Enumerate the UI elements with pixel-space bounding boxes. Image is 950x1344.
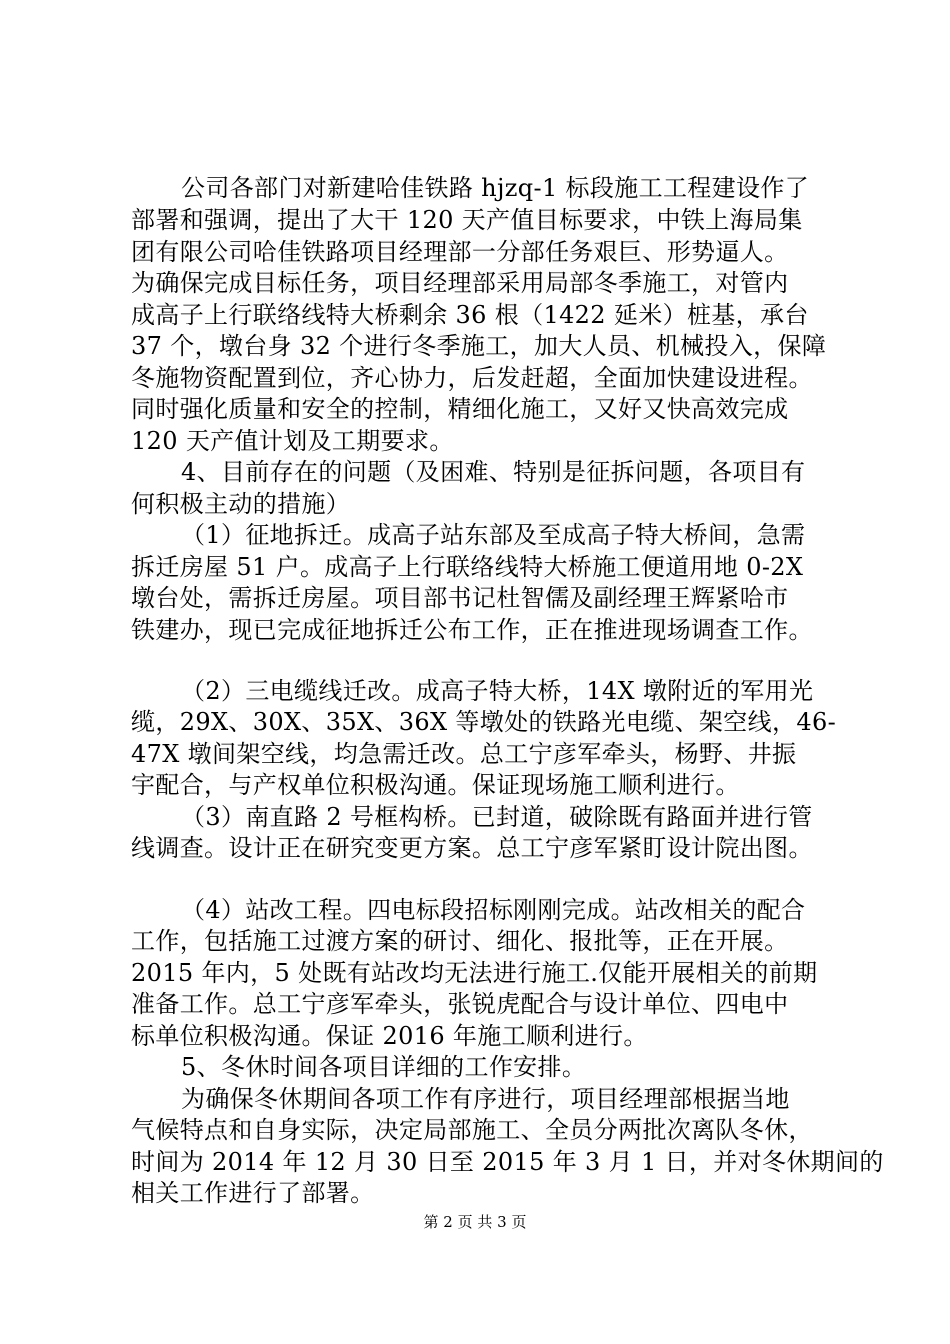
text-line: （2）三电缆线迁改。成高子特大桥，14X 墩附近的军用光	[181, 677, 814, 705]
text-line: 47X 墩间架空线，均急需迁改。总工宁彦军牵头，杨野、井振	[131, 740, 797, 768]
text-line: 2015 年内，5 处既有站改均无法进行施工.仅能开展相关的前期	[131, 959, 818, 987]
text-line: （1）征地拆迁。成高子站东部及至成高子特大桥间，急需	[181, 521, 806, 549]
text-line: 墩台处，需拆迁房屋。项目部书记杜智儒及副经理王辉紧哈市	[131, 584, 789, 612]
page-footer: 第 2 页 共 3 页	[423, 1213, 527, 1231]
text-line: 相关工作进行了部署。	[131, 1179, 375, 1207]
text-line: 4、目前存在的问题（及困难、特别是征拆问题，各项目有	[181, 458, 806, 486]
text-line: 冬施物资配置到位，齐心协力，后发赶超，全面加快建设进程。	[131, 364, 813, 392]
text-line: 宇配合，与产权单位积极沟通。保证现场施工顺利进行。	[131, 771, 740, 799]
text-line: 部署和强调，提出了大干 120 天产值目标要求，中铁上海局集	[131, 206, 803, 234]
text-line: 为确保冬休期间各项工作有序进行，项目经理部根据当地	[181, 1085, 790, 1113]
text-line: 37 个，墩台身 32 个进行冬季施工，加大人员、机械投入，保障	[131, 332, 827, 360]
text-line: （4）站改工程。四电标段招标刚刚完成。站改相关的配合	[181, 896, 806, 924]
text-line: 公司各部门对新建哈佳铁路 hjzq-1 标段施工工程建设作了	[181, 174, 810, 202]
text-line: 缆，29X、30X、35X、36X 等墩处的铁路光电缆、架空线，46-	[131, 708, 837, 736]
text-line: 为确保完成目标任务，项目经理部采用局部冬季施工，对管内	[131, 269, 789, 297]
text-line: 拆迁房屋 51 户。成高子上行联络线特大桥施工便道用地 0-2X	[131, 553, 804, 581]
text-line: 同时强化质量和安全的控制，精细化施工，又好又快高效完成	[131, 395, 789, 423]
text-line: 何积极主动的措施）	[131, 490, 351, 518]
text-line: 成高子上行联络线特大桥剩余 36 根（1422 延米）桩基，承台	[131, 301, 809, 329]
text-line: 标单位积极沟通。保证 2016 年施工顺利进行。	[131, 1022, 648, 1050]
text-line: 工作，包括施工过渡方案的研讨、细化、报批等，正在开展。	[131, 927, 789, 955]
text-line: 5、冬休时间各项目详细的工作安排。	[181, 1053, 587, 1081]
text-line: 时间为 2014 年 12 月 30 日至 2015 年 3 月 1 日，并对冬休期间的	[131, 1148, 884, 1176]
text-line: 准备工作。总工宁彦军牵头，张锐虎配合与设计单位、四电中	[131, 990, 789, 1018]
text-line: 线调查。设计正在研究变更方案。总工宁彦军紧盯设计院出图。	[131, 834, 813, 862]
text-line: 团有限公司哈佳铁路项目经理部一分部任务艰巨、形势逼人。	[131, 238, 789, 266]
text-line: 120 天产值计划及工期要求。	[131, 427, 454, 455]
text-line: 气候特点和自身实际，决定局部施工、全员分两批次离队冬休，	[131, 1116, 813, 1144]
text-line: （3）南直路 2 号框构桥。已封道，破除既有路面并进行管	[181, 803, 813, 831]
text-line: 铁建办，现已完成征地拆迁公布工作，正在推进现场调查工作。	[131, 616, 813, 644]
